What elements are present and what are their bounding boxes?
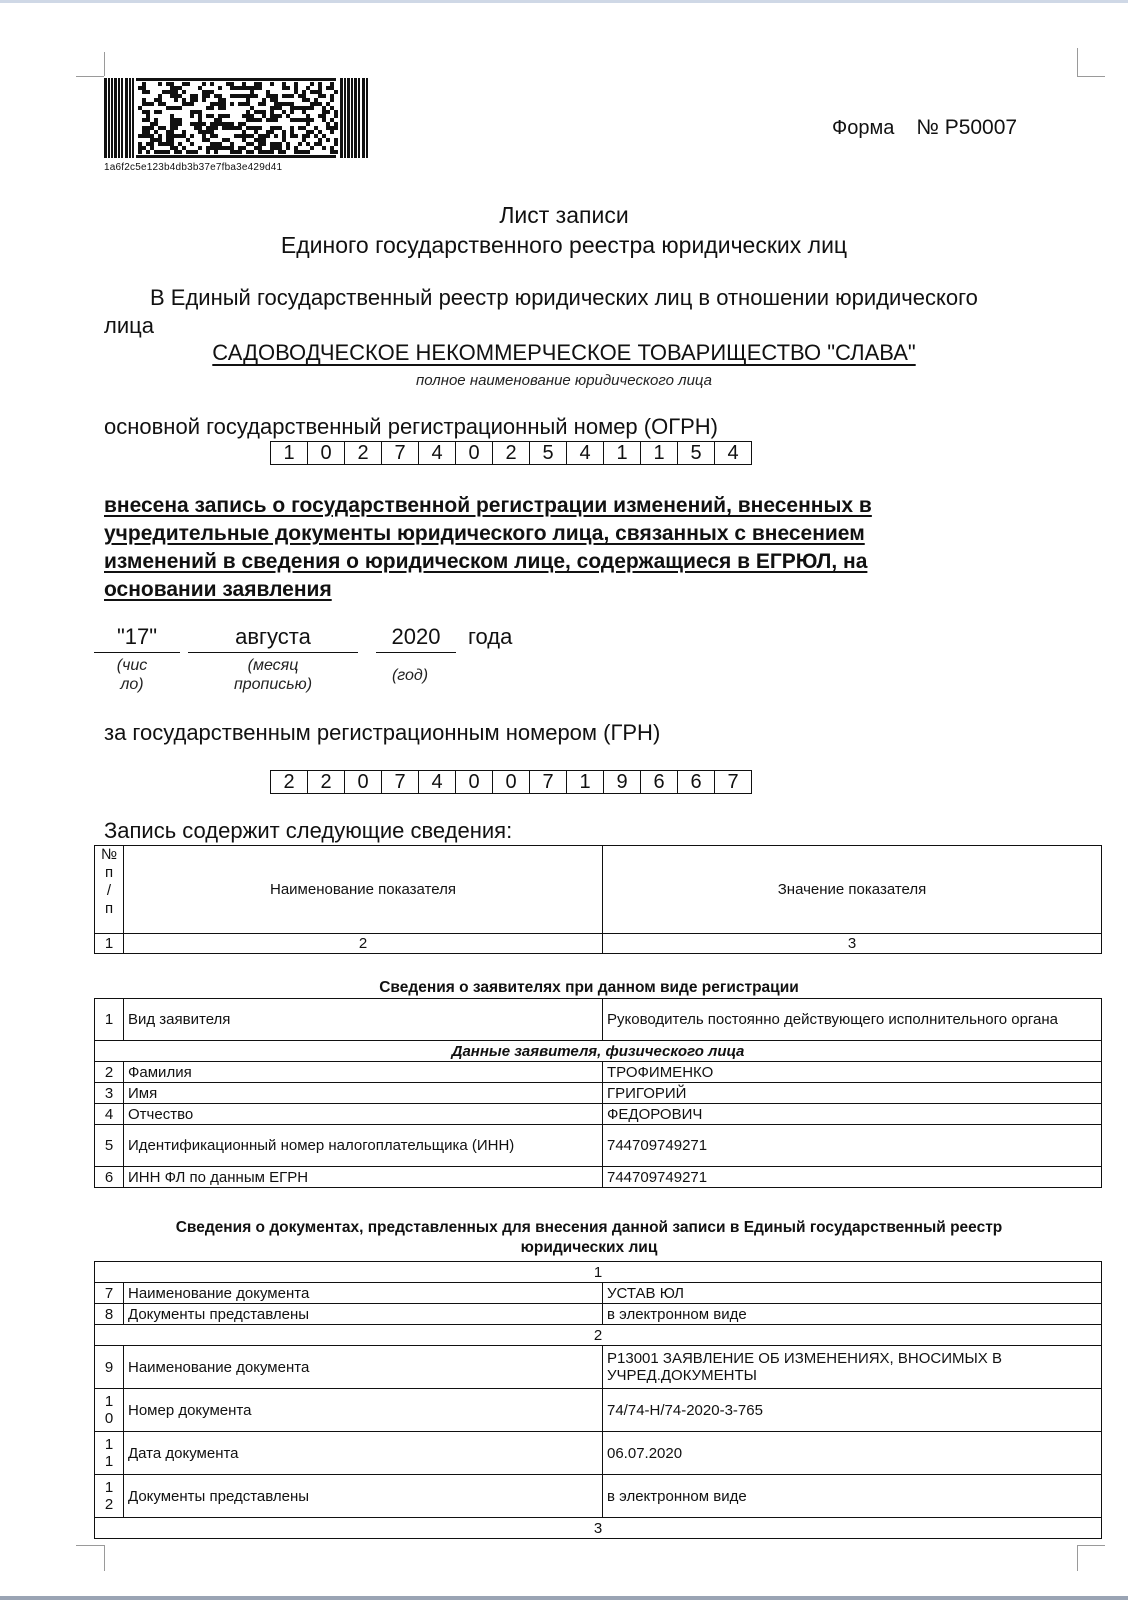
digit-cell: 7 xyxy=(714,771,751,793)
digit-cell: 4 xyxy=(714,442,751,464)
form-word: Форма xyxy=(832,117,895,139)
digit-cell: 2 xyxy=(492,442,529,464)
row-number: 3 xyxy=(95,1083,124,1104)
row-indicator: Имя xyxy=(124,1083,603,1104)
day-caption xyxy=(94,656,170,694)
viewer-bottom-border xyxy=(0,1596,1128,1600)
barcode-id: 1a6f2c5e123b4db3b37e7fba3e429d41 xyxy=(104,162,283,173)
row-number-line: 1 xyxy=(104,1436,114,1453)
barcode-image xyxy=(104,78,370,158)
digit-cell: 7 xyxy=(529,771,566,793)
row-number: 4 xyxy=(95,1104,124,1125)
row-number: 5 xyxy=(95,1125,124,1167)
row-indicator: Вид заявителя xyxy=(124,999,603,1041)
digit-cell: 2 xyxy=(344,442,381,464)
col-number-line: № xyxy=(100,846,118,863)
digit-cell: 7 xyxy=(381,771,418,793)
digit-cell: 0 xyxy=(344,771,381,793)
crop-mark-bottom-right xyxy=(1077,1545,1078,1571)
col-number-line: п xyxy=(104,864,114,881)
intro-text xyxy=(104,284,1114,340)
row-indicator: Документы представлены xyxy=(124,1475,603,1518)
row-value: 744709749271 xyxy=(603,1167,1102,1188)
digit-cell: 9 xyxy=(603,771,640,793)
date-month: августа xyxy=(188,624,358,653)
row-number-line: 1 xyxy=(104,1393,114,1410)
row-number-line: 2 xyxy=(104,1496,114,1513)
crop-mark-top-left xyxy=(104,52,105,76)
digit-cell: 5 xyxy=(529,442,566,464)
decision-line1: внесена запись о государственной регистрации изменений, внесенных в xyxy=(104,494,872,517)
row-value: в электронном виде xyxy=(603,1304,1102,1325)
ogrn-digit-boxes xyxy=(270,441,752,465)
row-value: ГРИГОРИЙ xyxy=(603,1083,1102,1104)
crop-mark-bottom-left xyxy=(104,1545,105,1571)
header-table xyxy=(94,845,1102,954)
row-indicator: Идентификационный номер налогоплательщика (ИНН) xyxy=(124,1125,603,1167)
documents-title-line2: юридических лиц xyxy=(520,1239,658,1256)
crop-mark-bottom-left-h xyxy=(76,1545,104,1546)
form-number: № Р50007 xyxy=(916,116,1018,139)
col-value-header: Значение показателя xyxy=(603,846,1102,934)
viewer-top-border xyxy=(0,0,1128,3)
month-caption xyxy=(198,656,348,694)
row-indicator: ИНН ФЛ по данным ЕГРН xyxy=(124,1167,603,1188)
crop-mark-top-right-h xyxy=(1077,76,1105,77)
row-indicator: Дата документа xyxy=(124,1432,603,1475)
row-number-line: 0 xyxy=(104,1410,114,1427)
crop-mark-top-right xyxy=(1077,48,1078,76)
col-indicator-header: Наименование показателя xyxy=(124,846,603,934)
row-value: 74/74-Н/74-2020-3-765 xyxy=(603,1389,1102,1432)
digit-cell: 0 xyxy=(455,442,492,464)
digit-cell: 0 xyxy=(455,771,492,793)
row-indicator: Отчество xyxy=(124,1104,603,1125)
digit-cell: 6 xyxy=(640,771,677,793)
record-contents-label: Запись содержит следующие сведения: xyxy=(104,818,513,843)
digit-cell: 6 xyxy=(677,771,714,793)
document-title-line1: Лист записи xyxy=(499,202,629,228)
row-number: 1 xyxy=(95,999,124,1041)
row-value: 06.07.2020 xyxy=(603,1432,1102,1475)
grn-digit-boxes xyxy=(270,770,752,794)
documents-title-line1: Сведения о документах, представленных для внесения данной записи в Единый государственный реестр xyxy=(175,1219,1003,1236)
digit-cell: 5 xyxy=(677,442,714,464)
form-number-label xyxy=(832,116,1017,140)
row-value: ФЕДОРОВИЧ xyxy=(603,1104,1102,1125)
year-caption: (год) xyxy=(391,667,429,684)
applicants-section-title: Сведения о заявителях при данном виде регистрации xyxy=(379,979,799,996)
digit-cell: 1 xyxy=(566,771,603,793)
documents-section-title xyxy=(94,1218,1084,1258)
applicant-subheading: Данные заявителя, физического лица xyxy=(95,1041,1102,1062)
digit-cell: 0 xyxy=(492,771,529,793)
decision-line4: основании заявления xyxy=(104,578,332,601)
col-index-2: 2 xyxy=(124,934,603,954)
document-title-line2: Единого государственного реестра юридических лиц xyxy=(280,232,848,258)
day-caption-line1: (чис xyxy=(116,657,148,674)
col-index-3: 3 xyxy=(603,934,1102,954)
intro-line2: лица xyxy=(104,313,154,338)
grn-label: за государственным регистрационным номером (ГРН) xyxy=(104,720,661,745)
row-number xyxy=(95,1389,124,1432)
crop-mark-bottom-right-h xyxy=(1077,1545,1105,1546)
document-group-number: 3 xyxy=(95,1518,1102,1539)
row-indicator: Фамилия xyxy=(124,1062,603,1083)
row-value: в электронном виде xyxy=(603,1475,1102,1518)
row-indicator: Наименование документа xyxy=(124,1283,603,1304)
col-index-1: 1 xyxy=(95,934,124,954)
col-number-line: п xyxy=(104,900,114,917)
digit-cell: 4 xyxy=(418,442,455,464)
intro-line1: В Единый государственный реестр юридических лиц в отношении юридического xyxy=(150,285,978,310)
col-number-header xyxy=(95,846,124,934)
document-group-number: 2 xyxy=(95,1325,1102,1346)
month-caption-line1: (месяц xyxy=(247,657,299,674)
day-caption-line2: ло) xyxy=(120,676,144,693)
row-value: УСТАВ ЮЛ xyxy=(603,1283,1102,1304)
document-group-number: 1 xyxy=(95,1262,1102,1283)
decision-line2: учредительные документы юридического лица, связанных с внесением xyxy=(104,522,865,545)
row-indicator: Документы представлены xyxy=(124,1304,603,1325)
date-day: "17" xyxy=(94,624,180,653)
digit-cell: 1 xyxy=(603,442,640,464)
row-number-line: 1 xyxy=(104,1479,114,1496)
row-indicator: Наименование документа xyxy=(124,1346,603,1389)
row-number-line: 1 xyxy=(104,1453,114,1470)
decision-line3: изменений в сведения о юридическом лице, содержащиеся в ЕГРЮЛ, на xyxy=(104,550,868,573)
row-value: 744709749271 xyxy=(603,1125,1102,1167)
organization-name-caption: полное наименование юридического лица xyxy=(415,372,713,389)
row-value: Р13001 ЗАЯВЛЕНИЕ ОБ ИЗМЕНЕНИЯХ, ВНОСИМЫХ В УЧРЕД.ДОКУМЕНТЫ xyxy=(603,1346,1102,1389)
digit-cell: 4 xyxy=(566,442,603,464)
row-value: ТРОФИМЕНКО xyxy=(603,1062,1102,1083)
row-number: 8 xyxy=(95,1304,124,1325)
row-number: 6 xyxy=(95,1167,124,1188)
documents-table xyxy=(94,1261,1102,1539)
organization-name-text: САДОВОДЧЕСКОЕ НЕКОММЕРЧЕСКОЕ ТОВАРИЩЕСТВО "СЛАВА" xyxy=(212,340,916,365)
organization-name xyxy=(0,340,1128,366)
date-suffix: года xyxy=(468,624,513,649)
row-number xyxy=(95,1432,124,1475)
row-number xyxy=(95,1475,124,1518)
row-number-line: 9 xyxy=(104,1358,114,1376)
crop-mark-top-left-h xyxy=(76,76,104,77)
col-number-line: / xyxy=(106,882,112,899)
digit-cell: 4 xyxy=(418,771,455,793)
row-number xyxy=(95,1346,124,1389)
applicants-table xyxy=(94,998,1102,1188)
digit-cell: 2 xyxy=(283,771,295,793)
digit-cell: 1 xyxy=(640,442,677,464)
date-year: 2020 xyxy=(376,624,456,653)
row-indicator: Номер документа xyxy=(124,1389,603,1432)
decision-text xyxy=(104,492,1004,604)
ogrn-label: основной государственный регистрационный номер (ОГРН) xyxy=(104,414,719,439)
month-caption-line2: прописью) xyxy=(233,676,313,693)
row-number: 7 xyxy=(95,1283,124,1304)
digit-cell: 0 xyxy=(307,442,344,464)
row-number: 2 xyxy=(95,1062,124,1083)
digit-cell: 7 xyxy=(381,442,418,464)
row-value: Руководитель постоянно действующего исполнительного органа xyxy=(603,999,1102,1041)
digit-cell: 1 xyxy=(283,442,295,464)
digit-cell: 2 xyxy=(307,771,344,793)
